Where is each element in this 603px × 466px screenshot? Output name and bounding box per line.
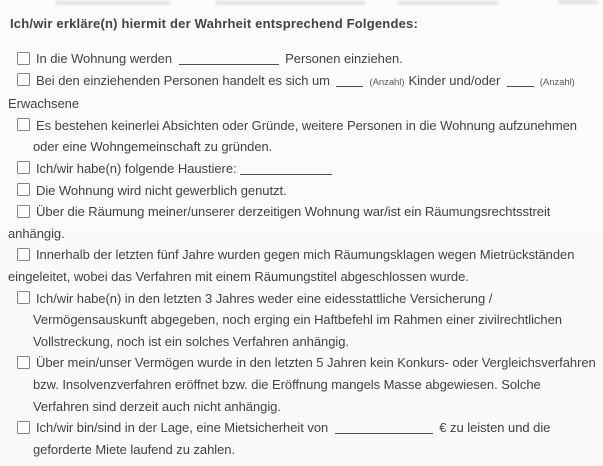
line-text: Ich/wir bin/sind in der Lage, eine Mietsicherheit von [36,420,332,436]
checkbox-item [0,417,603,460]
line-text: Personen einziehen. [281,51,403,66]
blank-field[interactable] [507,74,534,87]
line-text: In die Wohnung werden [36,51,176,66]
line-text: Innerhalb der letzten fünf Jahre wurden gegen mich Räumungsklagen wegen Mietrückständen [36,247,575,263]
line-text: Über mein/unser Vermögen wurde in den letzten 5 Jahren kein Konkurs- oder Vergleichsverfahren [36,355,596,371]
scan-artifact [558,0,598,4]
checkbox[interactable] [17,356,30,369]
form-line [0,136,603,158]
line-text: anhängig. [8,225,65,241]
line-text: Ich/wir habe(n) folgende Haustiere: [36,160,237,176]
line-text: oder eine Wohngemeinschaft zu gründen. [33,139,273,155]
checkbox-item [0,48,603,70]
line-text: geforderte Miete laufend zu zahlen. [33,441,236,457]
form-line [0,223,603,245]
form-line [0,309,603,331]
checkbox-item [0,158,603,180]
form-line [0,439,603,461]
form-line [0,352,603,374]
line-text: Verfahren sind derzeit auch nicht anhängig. [33,398,281,414]
scan-artifact [55,1,170,5]
blank-field[interactable] [336,74,363,87]
checkbox[interactable] [17,183,30,196]
scan-artifact [215,1,365,5]
checkbox-item [0,288,603,353]
line-text: Ich/wir habe(n) in den letzten 3 Jahres weder eine eidesstattliche Versicherung / [36,290,493,306]
line-text: Kinder und/oder [408,72,504,88]
form-line [0,374,603,396]
line-text: Die Wohnung wird nicht gewerblich genutzt. [36,182,287,198]
checkbox[interactable] [17,421,30,434]
hint-label: (Anzahl) [539,76,575,88]
form-line [0,48,603,70]
checkbox-item [0,201,603,244]
checkbox[interactable] [17,161,30,174]
checkbox[interactable] [17,52,30,65]
checkbox[interactable] [17,205,30,218]
blank-field[interactable] [240,162,332,175]
form-line [0,180,603,202]
checkbox-item [0,352,603,417]
form-body [0,48,603,460]
page-title: Ich/wir erkläre(n) hiermit der Wahrheit entsprechend Folgendes: [10,16,418,31]
form-line [0,158,603,180]
form-line [0,93,603,115]
checkbox-item [0,244,603,287]
form-line [0,266,603,288]
form-line [0,396,603,418]
line-text: Über die Räumung meiner/unserer derzeitigen Wohnung war/ist ein Räumungsrechtsstreit [36,204,551,220]
line-text: Bei den einziehenden Personen handelt es sich um [36,72,334,88]
form-line [0,244,603,266]
line-text: eingeleitet, wobei das Verfahren mit einem Räumungstitel abgeschlossen wurde. [8,268,469,284]
form-line [0,70,603,94]
form-line [0,417,603,439]
form-line [0,201,603,223]
line-text: Vollstreckung, noch ist ein solches Verfahren anhängig. [33,333,349,349]
checkbox-item [0,70,603,115]
blank-field[interactable] [335,421,433,434]
form-line [0,115,603,137]
line-text: Erwachsene [8,96,80,112]
checkbox[interactable] [17,73,30,86]
form-line [0,331,603,353]
scan-artifact [398,1,498,5]
hint-label: (Anzahl) [369,76,405,88]
checkbox[interactable] [17,248,30,261]
form-line [0,288,603,310]
scan-artifacts [0,0,603,8]
line-text: € zu leisten und die [435,420,551,436]
line-text: Vermögensauskunft abgegeben, noch erging ein Haftbefehl im Rahmen einer zivilrechtlichen [33,312,562,328]
line-text: Es bestehen keinerlei Absichten oder Gründe, weitere Personen in die Wohnung aufzunehmen [36,117,577,133]
checkbox-item [0,115,603,158]
checkbox-item [0,180,603,202]
checkbox[interactable] [17,291,30,304]
blank-field[interactable] [179,52,279,65]
checkbox[interactable] [17,118,30,131]
line-text: bzw. Insolvenzverfahren eröffnet bzw. die Eröffnung mangels Masse abgewiesen. Solche [33,376,541,392]
